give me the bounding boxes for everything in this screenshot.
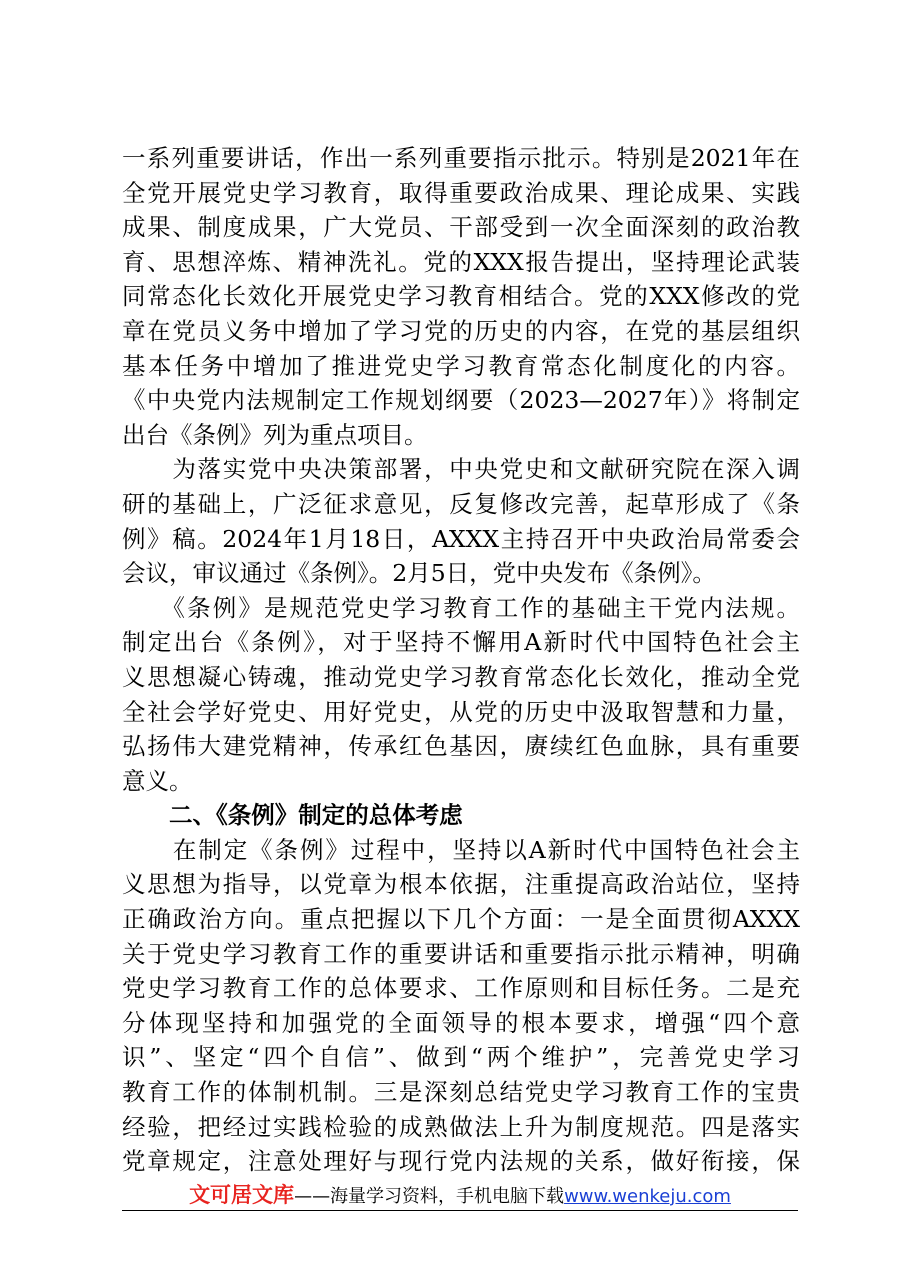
section-heading: 二、《条例》制定的总体考虑 — [169, 801, 463, 830]
document-body — [122, 141, 800, 1179]
footer-link[interactable]: www.wenkeju.com — [564, 1186, 731, 1207]
text-line: 出台《条例》列为重点项目。 — [122, 420, 428, 449]
page-footer — [122, 1180, 798, 1210]
text-line: 关于党史学习教育工作的重要讲话和重要指示批示精神，明确 — [122, 939, 800, 968]
text-line: 会议，审议通过《条例》。2月5日，党中央发布《条例》。 — [122, 559, 716, 588]
text-line: 《中央党内法规制定工作规划纲要（2023—2027年）》将制定 — [122, 386, 800, 415]
text-line: 研的基础上，广泛征求意见，反复修改完善，起草形成了《条 — [122, 489, 800, 518]
text-line: 分体现坚持和加强党的全面领导的根本要求，增强“四个意 — [122, 1008, 800, 1037]
footer-slogan: ——海量学习资料，手机电脑下载 — [294, 1186, 565, 1207]
text-line: 章在党员义务中增加了学习党的历史的内容，在党的基层组织 — [122, 316, 800, 345]
text-line: 制定出台《条例》，对于坚持不懈用A新时代中国特色社会主 — [122, 628, 800, 657]
text-line: 一系列重要讲话，作出一系列重要指示批示。特别是2021年在 — [122, 144, 800, 172]
text-line: 意义。 — [122, 766, 193, 795]
text-line: 党章规定，注意处理好与现行党内法规的关系，做好衔接，保 — [122, 1147, 800, 1176]
text-line: 正确政治方向。重点把握以下几个方面：一是全面贯彻AXXX — [122, 905, 800, 934]
text-line: 《条例》是规范党史学习教育工作的基础主干党内法规。 — [122, 593, 800, 622]
text-line: 在制定《条例》过程中，坚持以A新时代中国特色社会主 — [122, 835, 800, 864]
text-line: 义思想凝心铸魂，推动党史学习教育常态化长效化，推动全党 — [122, 662, 800, 691]
text-line: 党史学习教育工作的总体要求、工作原则和目标任务。二是充 — [122, 974, 800, 1003]
text-line: 全社会学好党史、用好党史，从党的历史中汲取智慧和力量， — [122, 697, 800, 726]
footer-divider — [122, 1210, 798, 1211]
text-line: 弘扬伟大建党精神，传承红色基因，赓续红色血脉，具有重要 — [122, 732, 800, 761]
text-line: 成果、制度成果，广大党员、干部受到一次全面深刻的政治教 — [122, 213, 800, 242]
text-line: 育、思想淬炼、精神洗礼。党的XXX报告提出，坚持理论武装 — [122, 247, 800, 276]
text-line: 教育工作的体制机制。三是深刻总结党史学习教育工作的宝贵 — [122, 1078, 800, 1107]
text-line: 全党开展党史学习教育，取得重要政治成果、理论成果、实践 — [122, 178, 800, 207]
text-line: 经验，把经过实践检验的成熟做法上升为制度规范。四是落实 — [122, 1112, 800, 1141]
text-line: 识”、坚定“四个自信”、做到“两个维护”，完善党史学习 — [122, 1043, 800, 1072]
text-line: 例》稿。2024年1月18日，AXXX主持召开中央政治局常委会 — [122, 524, 800, 553]
text-line: 基本任务中增加了推进党史学习教育常态化制度化的内容。 — [122, 351, 800, 380]
text-line: 为落实党中央决策部署，中央党史和文献研究院在深入调 — [122, 455, 800, 484]
text-line: 同常态化长效化开展党史学习教育相结合。党的XXX修改的党 — [122, 282, 800, 311]
text-line: 义思想为指导，以党章为根本依据，注重提高政治站位，坚持 — [122, 870, 800, 899]
footer-brand: 文可居文库 — [189, 1183, 295, 1207]
